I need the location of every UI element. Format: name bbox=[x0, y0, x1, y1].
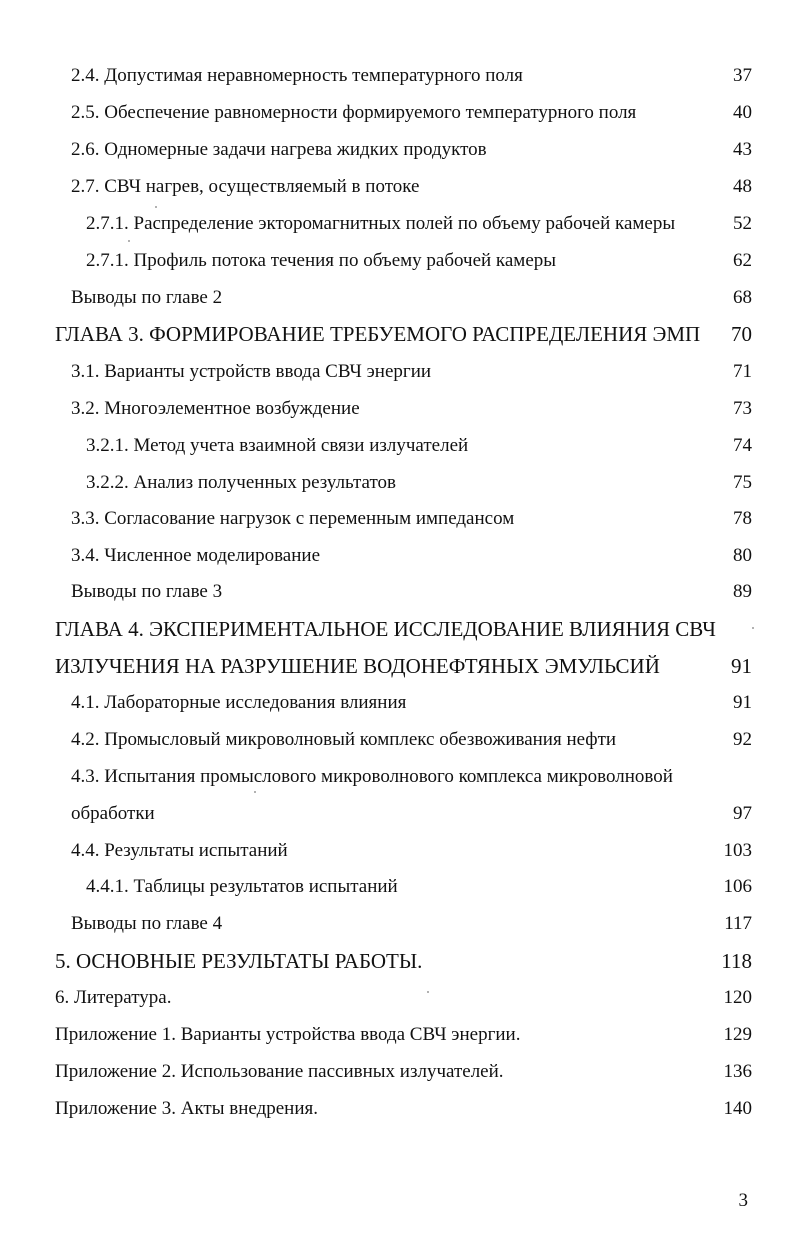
toc-chapter-heading bbox=[55, 614, 752, 644]
scan-speck bbox=[752, 627, 754, 629]
toc-entry-title: Выводы по главе 4 bbox=[71, 913, 223, 934]
toc-entry bbox=[71, 836, 752, 866]
toc-entry-page: 91 bbox=[731, 654, 752, 678]
toc-entry bbox=[86, 431, 752, 461]
toc-entry bbox=[71, 135, 752, 165]
toc-entry bbox=[55, 983, 752, 1013]
toc-entry-page: 73 bbox=[733, 398, 752, 419]
toc-entry-page: 37 bbox=[733, 65, 752, 86]
toc-entry-page: 89 bbox=[733, 581, 752, 602]
toc-entry bbox=[71, 688, 752, 718]
toc-entry-title: 4.4. Результаты испытаний bbox=[71, 840, 288, 861]
toc-chapter-heading bbox=[55, 946, 752, 976]
toc-entry bbox=[71, 725, 752, 755]
toc-entry-page: 97 bbox=[733, 803, 752, 824]
toc-entry-page: 70 bbox=[731, 322, 752, 346]
toc-entry-title: 4.3. Испытания промыслового микроволнового комплекса микроволновой bbox=[71, 766, 673, 787]
toc-entry-page: 118 bbox=[721, 949, 752, 973]
toc-entry-page: 140 bbox=[723, 1098, 752, 1119]
toc-entry-page: 78 bbox=[733, 508, 752, 529]
toc-entry-page: 71 bbox=[733, 361, 752, 382]
toc-entry-title: 3.1. Варианты устройств ввода СВЧ энергии bbox=[71, 361, 432, 382]
toc-entry bbox=[86, 872, 752, 902]
toc-entry-page: 136 bbox=[723, 1061, 752, 1082]
toc-entry-title: 4.1. Лабораторные исследования влияния bbox=[71, 692, 407, 713]
toc-entry-page: 48 bbox=[733, 176, 752, 197]
toc-entry-title: 2.4. Допустимая неравномерность температурного поля bbox=[71, 65, 523, 86]
toc-entry-page: 129 bbox=[723, 1024, 752, 1045]
toc-entry bbox=[55, 1094, 752, 1124]
toc-entry-title: 6. Литература. bbox=[55, 987, 172, 1008]
toc-entry-title: Приложение 2. Использование пассивных излучателей. bbox=[55, 1061, 504, 1082]
toc-entry-title: 4.4.1. Таблицы результатов испытаний bbox=[86, 876, 398, 897]
toc-entry-title: 2.7.1. Профиль потока течения по объему рабочей камеры bbox=[86, 250, 557, 271]
toc-entry bbox=[55, 1020, 752, 1050]
toc-entry-title: 4.2. Промысловый микроволновый комплекс обезвоживания нефти bbox=[71, 729, 617, 750]
toc-entry-page: 106 bbox=[723, 876, 752, 897]
toc-entry-page: 40 bbox=[733, 102, 752, 123]
toc-entry-title: Приложение 3. Акты внедрения. bbox=[55, 1098, 318, 1119]
toc-entry-page: 52 bbox=[733, 213, 752, 234]
toc-entry-title: 3.2.2. Анализ полученных результатов bbox=[86, 472, 396, 493]
toc-entry-page: 117 bbox=[724, 913, 752, 934]
toc-entry bbox=[71, 504, 752, 534]
scan-speck bbox=[427, 991, 429, 993]
toc-entry-title: 5. ОСНОВНЫЕ РЕЗУЛЬТАТЫ РАБОТЫ. bbox=[55, 949, 423, 973]
toc-entry-page: 103 bbox=[723, 840, 752, 861]
toc-entry bbox=[55, 1057, 752, 1087]
toc-entry-title: 2.7.1. Распределение экторомагнитных полей по объему рабочей камеры bbox=[86, 213, 676, 234]
scan-speck bbox=[128, 240, 130, 242]
toc-entry-page: 75 bbox=[733, 472, 752, 493]
toc-entry-title: 3.4. Численное моделирование bbox=[71, 545, 321, 566]
toc-entry bbox=[71, 577, 752, 607]
toc-entry-title: Выводы по главе 2 bbox=[71, 287, 223, 308]
toc-entry-title: Выводы по главе 3 bbox=[71, 581, 223, 602]
toc-entry bbox=[71, 541, 752, 571]
toc-entry-title: Приложение 1. Варианты устройства ввода СВЧ энергии. bbox=[55, 1024, 521, 1045]
toc-entry-page: 62 bbox=[733, 250, 752, 271]
scan-speck bbox=[155, 206, 157, 208]
toc-entry-page: 68 bbox=[733, 287, 752, 308]
toc-entry bbox=[71, 283, 752, 313]
toc-entry-title: обработки bbox=[71, 803, 155, 824]
toc-entry-continuation bbox=[71, 799, 752, 829]
toc-entry-title: 2.5. Обеспечение равномерности формируемого температурного поля bbox=[71, 102, 637, 123]
toc-entry-page: 120 bbox=[723, 987, 752, 1008]
toc-entry-title: 3.3. Согласование нагрузок с переменным импедансом bbox=[71, 508, 515, 529]
toc-entry bbox=[71, 172, 752, 202]
toc-entry-page: 80 bbox=[733, 545, 752, 566]
toc-entry bbox=[86, 468, 752, 498]
toc-entry-title: 2.7. СВЧ нагрев, осуществляемый в потоке bbox=[71, 176, 420, 197]
toc-entry-title: 2.6. Одномерные задачи нагрева жидких продуктов bbox=[71, 139, 487, 160]
toc-entry-page: 91 bbox=[733, 692, 752, 713]
toc-entry bbox=[71, 762, 752, 792]
toc-entry bbox=[71, 909, 752, 939]
toc-entry bbox=[86, 246, 752, 276]
toc-entry-title: ГЛАВА 3. ФОРМИРОВАНИЕ ТРЕБУЕМОГО РАСПРЕДЕЛЕНИЯ ЭМП bbox=[55, 322, 701, 346]
toc-entry-title: 3.2.1. Метод учета взаимной связи излучателей bbox=[86, 435, 469, 456]
toc-entry bbox=[86, 209, 752, 239]
toc-entry-title: ГЛАВА 4. ЭКСПЕРИМЕНТАЛЬНОЕ ИССЛЕДОВАНИЕ ВЛИЯНИЯ СВЧ bbox=[55, 617, 716, 641]
toc-entry-page: 43 bbox=[733, 139, 752, 160]
toc-entry-title: ИЗЛУЧЕНИЯ НА РАЗРУШЕНИЕ ВОДОНЕФТЯНЫХ ЭМУЛЬСИЙ bbox=[55, 654, 660, 678]
toc-entry bbox=[71, 357, 752, 387]
toc-entry bbox=[71, 394, 752, 424]
toc-chapter-heading bbox=[55, 319, 752, 349]
toc-chapter-heading-continuation bbox=[55, 651, 752, 681]
toc-entry-page: 74 bbox=[733, 435, 752, 456]
toc-entry-title: 3.2. Многоэлементное возбуждение bbox=[71, 398, 360, 419]
scan-speck bbox=[254, 791, 256, 793]
toc-entry-page: 92 bbox=[733, 729, 752, 750]
page-number: 3 bbox=[738, 1190, 748, 1211]
toc-entry bbox=[71, 61, 752, 91]
toc-entry bbox=[71, 98, 752, 128]
